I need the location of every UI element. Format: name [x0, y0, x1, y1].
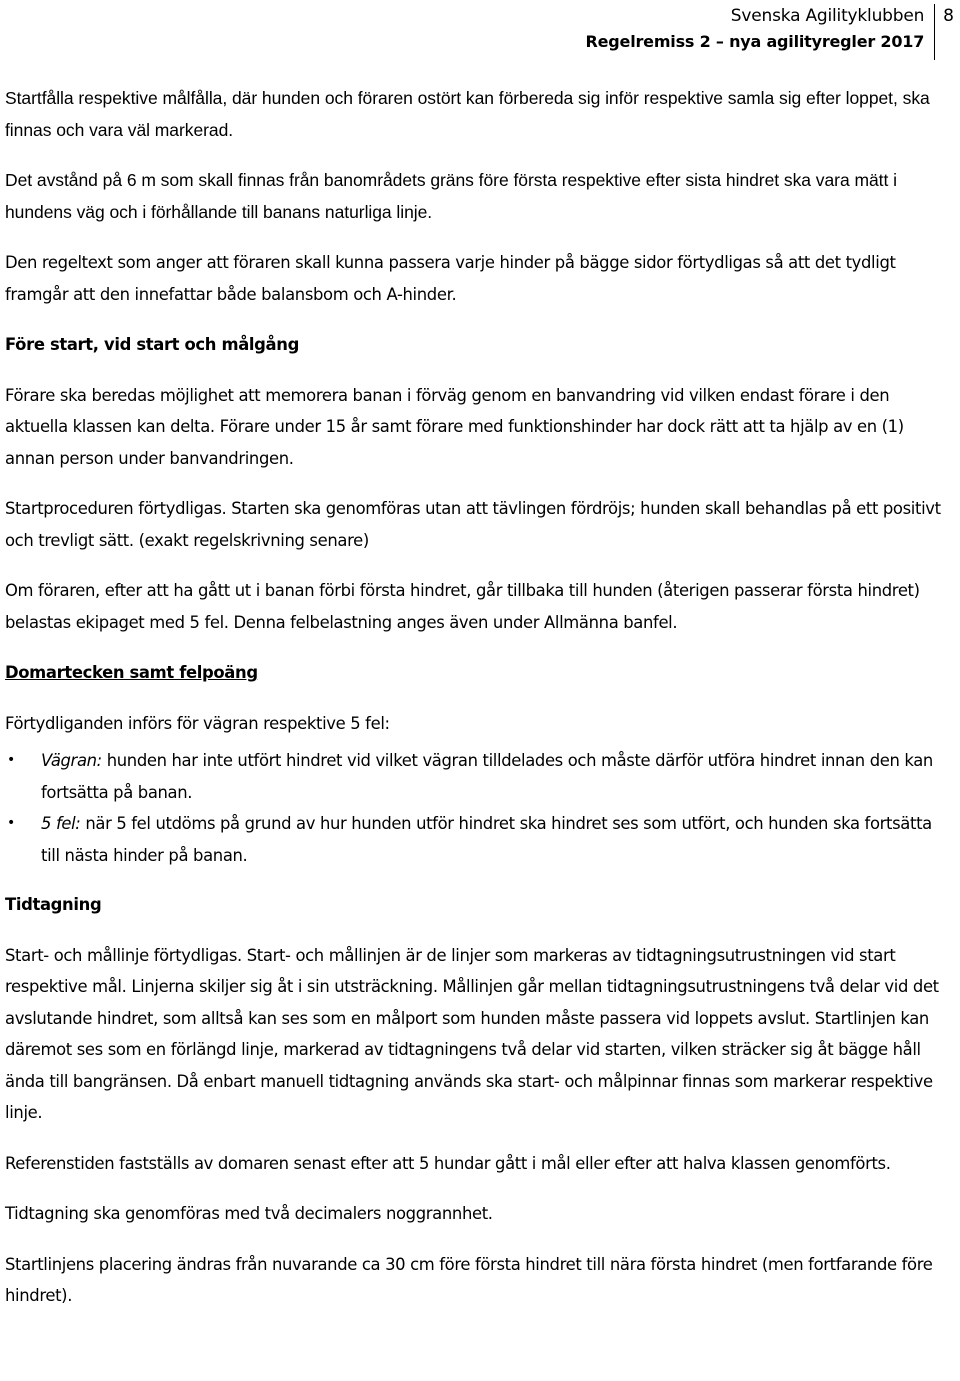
header-organization: Svenska Agilityklubben: [730, 6, 925, 26]
paragraph-reference-time: Referenstiden fastställs av domaren senast efter att 5 hundar gått i mål eller efter att halva klassen genomförts.: [5, 1153, 891, 1173]
paragraph-course-walk: Förare ska beredas möjlighet att memorera banan i förväg genom en banvandring vid vilken endast förare i den aktuella klassen kan delta. Förare under 15 år samt förare med funktionshinder har dock rätt att ta hjälp av en (1) annan person under banvandringen.: [5, 385, 904, 468]
list-item-term: 5 fel:: [41, 814, 81, 833]
paragraph-start-finish-line: Start- och mållinje förtydligas. Start- och mållinjen är de linjer som markeras av tidtagningsutrustningen vid start respektive mål. Linjerna skiljer sig åt i sin utsträckning. Mållinjen går mellan tidtagningsutrustningens två delar vid det avslutande hindret, som alltså kan ses som en målport som hunden måste passera vid loppets avslut. Startlinjen kan däremot ses som en förlängd linje, markerad av tidtagningens två delar vid starten, vilken sträcker sig åt bägge håll ända till bangränsen. Då enbart manuell tidtagning används ska start- och målpinnar finnas som markerar respektive linje.: [5, 945, 939, 1122]
paragraph-start-line-placement: Startlinjens placering ändras från nuvarande ca 30 cm före första hindret till nära första hindret (men fortfarande före hindret).: [5, 1254, 933, 1305]
paragraph-handler-return: Om föraren, efter att ha gått ut i banan förbi första hindret, går tillbaka till hunden (återigen passerar första hindret) belastas ekipaget med 5 fel. Denna felbelastning anges även under Allmänna banfel.: [5, 581, 920, 632]
paragraph-clarifications: Förtydliganden införs för vägran respektive 5 fel:: [5, 713, 390, 733]
section-heading-judge-signals: Domartecken samt felpoäng: [5, 663, 258, 682]
list-item: [5, 745, 945, 808]
list-item-term: Vägran:: [41, 751, 102, 770]
list-item-text: när 5 fel utdöms på grund av hur hunden utför hindret ska hindret ses som utfört, och hunden ska fortsätta till nästa hinder på banan.: [41, 814, 932, 865]
bullet-icon: •: [7, 752, 15, 768]
paragraph-start-procedure: Startproceduren förtydligas. Starten ska genomföras utan att tävlingen fördröjs; hunden skall behandlas på ett positivt och trevligt sätt. (exakt regelskrivning senare): [5, 499, 941, 550]
section-heading-start: Före start, vid start och målgång: [5, 335, 299, 354]
bullet-icon: •: [7, 815, 15, 831]
page-number: 8: [934, 4, 954, 60]
header-document-title: Regelremiss 2 – nya agilityregler 2017: [585, 32, 925, 51]
page-header: [586, 4, 954, 60]
paragraph-start-pen: Startfålla respektive målfålla, där hunden och föraren ostört kan förbereda sig inför respektive samla sig efter loppet, ska finnas och vara väl markerad.: [5, 88, 930, 140]
list-item-text: hunden har inte utfört hindret vid vilket vägran tilldelades och måste därför utföra hindret innan den kan fortsätta på banan.: [41, 751, 933, 802]
clarification-list: [5, 745, 945, 871]
section-heading-timing: Tidtagning: [5, 895, 102, 914]
list-item: [5, 808, 945, 871]
header-text: [586, 4, 935, 54]
paragraph-decimals: Tidtagning ska genomföras med två decimalers noggrannhet.: [5, 1204, 493, 1223]
paragraph-rule-text: Den regeltext som anger att föraren skall kunna passera varje hinder på bägge sidor förtydligas så att det tydligt framgår att den innefattar både balansbom och A-hinder.: [5, 253, 896, 304]
paragraph-distance: Det avstånd på 6 m som skall finnas från banområdets gräns före första respektive efter sista hindret ska vara mätt i hundens väg och i förhållande till banans naturliga linje.: [5, 170, 897, 222]
document-body: [5, 83, 945, 1331]
